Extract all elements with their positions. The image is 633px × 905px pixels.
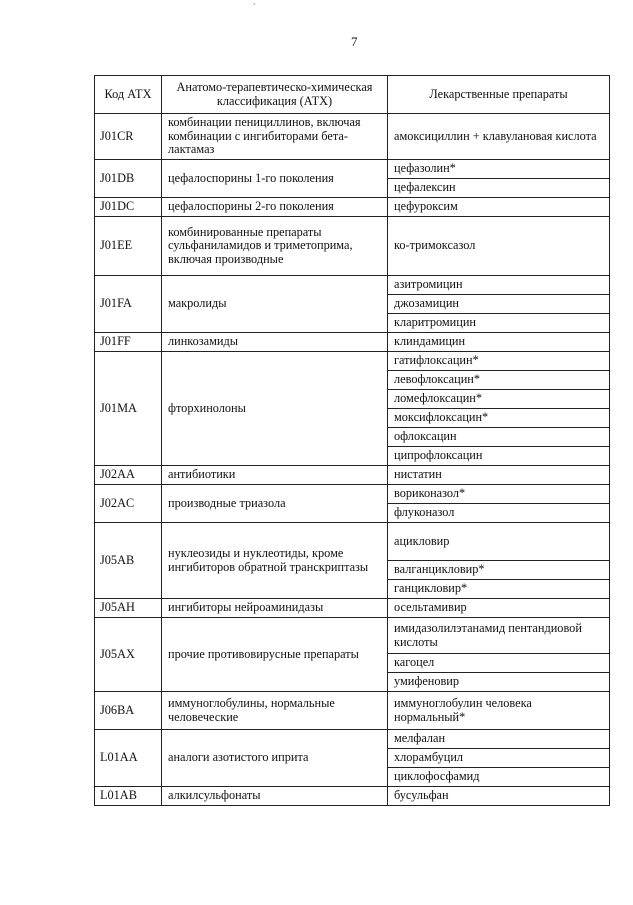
atx-code: J01EE [95,217,162,276]
drug-name: ко-тримоксазол [388,217,610,276]
atx-classification: фторхинолоны [162,352,388,466]
atx-code: J01FA [95,276,162,333]
table-row [95,333,610,352]
drug-name: осельтамивир [388,599,610,618]
atx-code: L01AB [95,787,162,806]
table-row [95,466,610,485]
atx-classification: алкилсульфонаты [162,787,388,806]
drug-name: цефуроксим [388,198,610,217]
drug-name: циклофосфамид [388,768,610,787]
drug-name: мелфалан [388,730,610,749]
atx-classification: иммуноглобулины, нормальные человеческие [162,692,388,730]
table-row [95,692,610,730]
drug-name: кларитромицин [388,314,610,333]
atx-code: J06BA [95,692,162,730]
drug-name: вориконазол* [388,485,610,504]
table-header-row [95,76,610,114]
table-row [95,217,610,276]
table-row [95,599,610,618]
drug-name: цефалексин [388,179,610,198]
atx-classification: макролиды [162,276,388,333]
scan-mark: ﾞ [253,3,257,12]
atx-classification: цефалоспорины 2-го поколения [162,198,388,217]
atx-code: J01DB [95,160,162,198]
atx-drug-table [94,75,610,806]
atx-classification: цефалоспорины 1-го поколения [162,160,388,198]
drug-name: джозамицин [388,295,610,314]
table-row [95,485,610,504]
table-row [95,730,610,749]
drug-name: бусульфан [388,787,610,806]
drug-name: ганцикловир* [388,580,610,599]
drug-name: нистатин [388,466,610,485]
table-row [95,114,610,160]
drug-name: флуконазол [388,504,610,523]
drug-name: умифеновир [388,673,610,692]
atx-code: J01MA [95,352,162,466]
table-row [95,787,610,806]
table-row [95,198,610,217]
drug-name: ципрофлоксацин [388,447,610,466]
drug-name: левофлоксацин* [388,371,610,390]
table-row [95,618,610,654]
atx-code: L01AA [95,730,162,787]
atx-code: J01DC [95,198,162,217]
header-drugs: Лекарственные препараты [388,76,610,114]
atx-classification: ингибиторы нейроаминидазы [162,599,388,618]
atx-code: J01CR [95,114,162,160]
atx-classification: прочие противовирусные препараты [162,618,388,692]
table-row [95,160,610,179]
atx-classification: комбинации пенициллинов, включая комбинации с ингибиторами бета-лактамаз [162,114,388,160]
drug-name: кагоцел [388,654,610,673]
drug-name: ломефлоксацин* [388,390,610,409]
drug-name: хлорамбуцил [388,749,610,768]
table-row [95,276,610,295]
table-row [95,352,610,371]
drug-name: гатифлоксацин* [388,352,610,371]
header-classification: Анатомо-терапевтическо-химическая классификация (АТХ) [162,76,388,114]
drug-name: амоксициллин + клавулановая кислота [388,114,610,160]
atx-classification: комбинированные препараты сульфаниламидов и триметоприма, включая производные [162,217,388,276]
drug-name: имидазолилэтанамид пентандиовой кислоты [388,618,610,654]
atx-code: J02AC [95,485,162,523]
atx-code: J05AH [95,599,162,618]
atx-classification: нуклеозиды и нуклеотиды, кроме ингибиторов обратной транскриптазы [162,523,388,599]
table-row [95,523,610,561]
atx-classification: антибиотики [162,466,388,485]
drug-name: клиндамицин [388,333,610,352]
drug-name: азитромицин [388,276,610,295]
header-code: Код АТХ [95,76,162,114]
atx-code: J02AA [95,466,162,485]
atx-classification: производные триазола [162,485,388,523]
page-number: 7 [351,34,358,49]
atx-classification: линкозамиды [162,333,388,352]
drug-name: цефазолин* [388,160,610,179]
atx-code: J05AX [95,618,162,692]
atx-code: J05AB [95,523,162,599]
drug-name: офлоксацин [388,428,610,447]
drug-name: иммуноглобулин человека нормальный* [388,692,610,730]
drug-name: моксифлоксацин* [388,409,610,428]
drug-name: ацикловир [388,523,610,561]
atx-classification: аналоги азотистого иприта [162,730,388,787]
drug-name: валганцикловир* [388,561,610,580]
atx-code: J01FF [95,333,162,352]
